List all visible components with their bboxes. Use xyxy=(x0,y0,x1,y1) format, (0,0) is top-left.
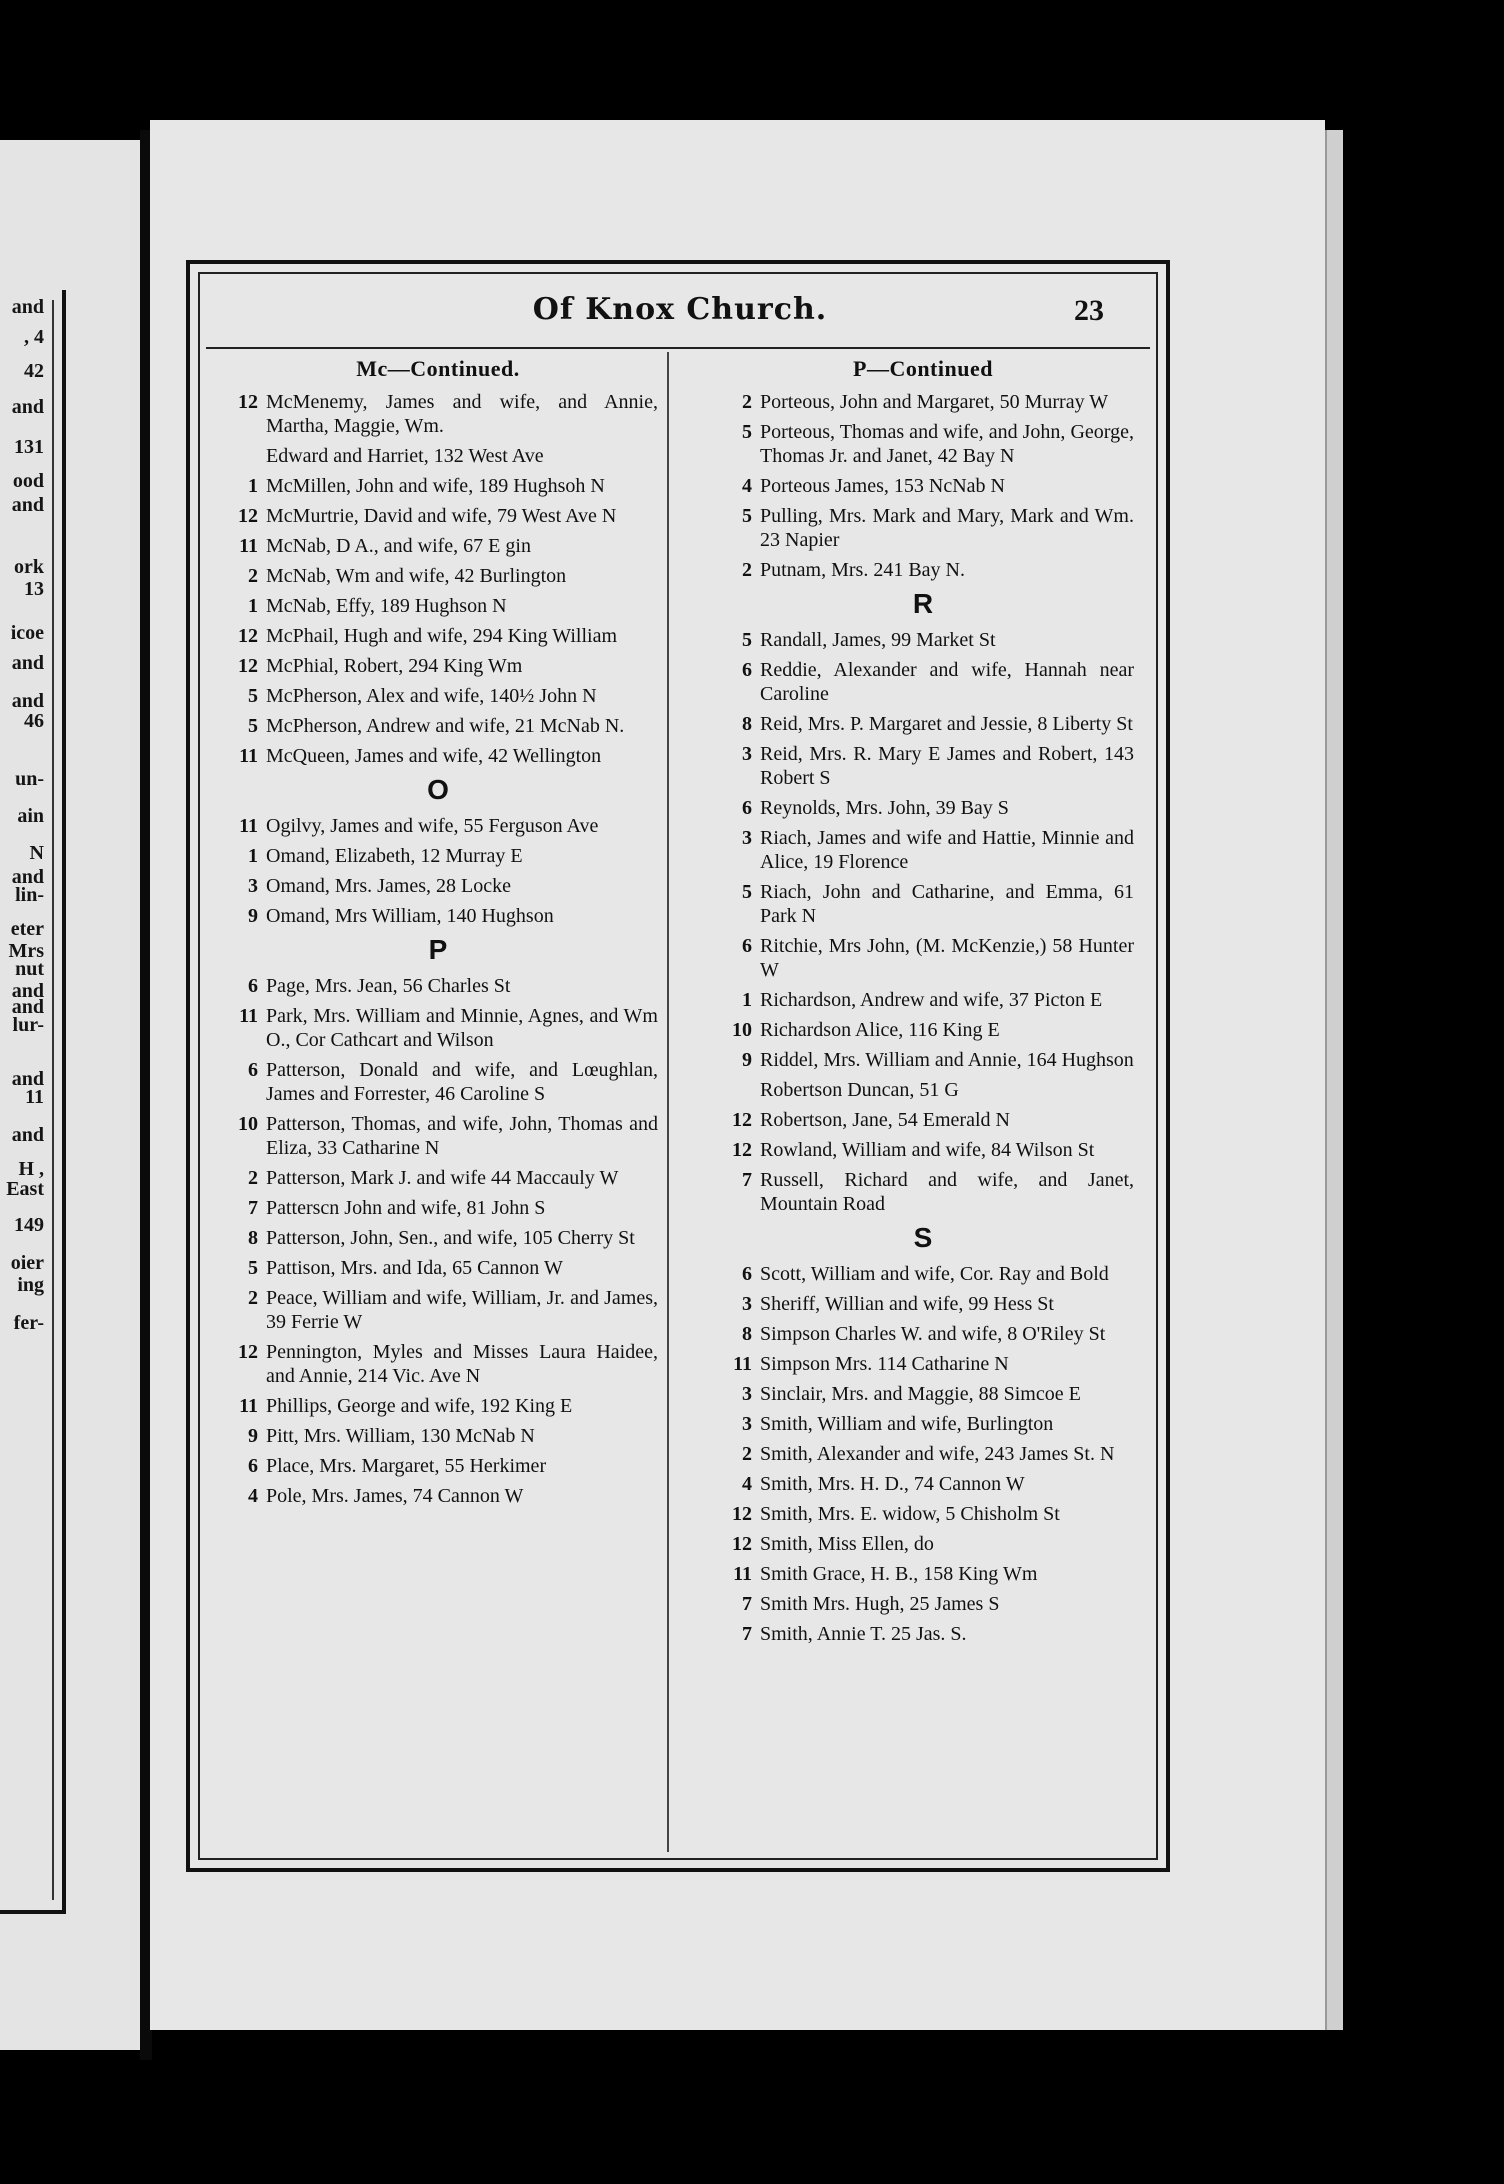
district-number: 9 xyxy=(248,1425,258,1447)
district-number: 11 xyxy=(733,1353,752,1375)
directory-entry xyxy=(712,474,1134,498)
district-number: 3 xyxy=(742,1293,752,1315)
district-number: 4 xyxy=(248,1485,258,1507)
left-page-text-fragment: ing xyxy=(17,1274,44,1296)
entry-text: Phillips, George and wife, 192 King E xyxy=(266,1395,573,1417)
directory-entry xyxy=(712,1018,1134,1042)
directory-entry xyxy=(712,1078,1134,1102)
directory-entry xyxy=(218,904,658,928)
directory-entry xyxy=(712,420,1134,468)
left-page-text-fragment: and xyxy=(11,1068,44,1090)
directory-entry xyxy=(712,742,1134,790)
directory-entry xyxy=(712,1562,1134,1586)
left-page-text-fragment: 46 xyxy=(24,710,44,732)
page-number: 23 xyxy=(1074,294,1104,327)
left-page-text-fragment: and xyxy=(11,690,44,712)
district-number: 2 xyxy=(742,1443,752,1465)
directory-entry xyxy=(218,1424,658,1448)
directory-entry xyxy=(218,1166,658,1190)
district-number: 12 xyxy=(238,655,258,677)
left-page-text-fragment: and xyxy=(11,980,44,1002)
district-number: 7 xyxy=(248,1197,258,1219)
entry-text: Omand, Elizabeth, 12 Murray E xyxy=(266,845,523,867)
entry-text: Robertson Duncan, 51 G xyxy=(760,1079,959,1101)
entry-text: Russell, Richard and wife, and Janet, Mountain Road xyxy=(760,1169,1134,1215)
entry-text: Smith Mrs. Hugh, 25 James S xyxy=(760,1593,1000,1615)
district-number: 5 xyxy=(742,629,752,651)
district-number: 5 xyxy=(248,715,258,737)
entry-text: Reynolds, Mrs. John, 39 Bay S xyxy=(760,797,1009,819)
directory-entry xyxy=(218,1286,658,1334)
entry-text: Simpson Charles W. and wife, 8 O'Riley St xyxy=(760,1323,1106,1345)
left-page-text-fragment: eter xyxy=(10,918,44,940)
entry-text: Reid, Mrs. R. Mary E James and Robert, 143 Robert S xyxy=(760,743,1134,789)
directory-entry xyxy=(218,654,658,678)
left-page-text-fragment: icoe xyxy=(10,622,44,644)
district-number: 11 xyxy=(239,815,258,837)
left-page-text-fragment: East xyxy=(6,1178,44,1200)
district-number: 1 xyxy=(248,595,258,617)
district-number: 3 xyxy=(742,827,752,849)
directory-entry xyxy=(712,826,1134,874)
district-number: 8 xyxy=(248,1227,258,1249)
left-page-text-fragment: nut xyxy=(15,958,44,980)
district-number: 7 xyxy=(742,1169,752,1191)
section-s xyxy=(712,1262,1134,1646)
left-page-text-fragment: and xyxy=(11,494,44,516)
entry-text: Patterson, Mark J. and wife 44 Maccauly W xyxy=(266,1167,619,1189)
district-number: 12 xyxy=(732,1533,752,1555)
directory-entry xyxy=(218,390,658,438)
district-number: 1 xyxy=(248,845,258,867)
section-mc xyxy=(218,390,658,768)
directory-entry xyxy=(712,796,1134,820)
entry-text: Randall, James, 99 Market St xyxy=(760,629,996,651)
entry-text: Smith, William and wife, Burlington xyxy=(760,1413,1054,1435)
section-letter-r: R xyxy=(912,588,934,619)
left-page-text-fragment: and xyxy=(11,1124,44,1146)
left-column-title: Mc—Continued. xyxy=(356,356,520,381)
district-number: 2 xyxy=(248,1167,258,1189)
district-number: 12 xyxy=(732,1109,752,1131)
directory-entry xyxy=(218,974,658,998)
entry-text: Ritchie, Mrs John, (M. McKenzie,) 58 Hunter W xyxy=(760,935,1134,981)
left-page-text-fragment: ork xyxy=(14,556,44,578)
directory-entry xyxy=(218,844,658,868)
directory-entry xyxy=(712,712,1134,736)
district-number: 3 xyxy=(742,743,752,765)
directory-entry xyxy=(712,1412,1134,1436)
directory-entry xyxy=(218,684,658,708)
district-number: 6 xyxy=(248,1059,258,1081)
running-header xyxy=(200,292,1160,342)
district-number: 5 xyxy=(248,1257,258,1279)
entry-text: Riach, James and wife and Hattie, Minnie and Alice, 19 Florence xyxy=(760,827,1134,873)
district-number: 12 xyxy=(732,1503,752,1525)
directory-entry xyxy=(712,558,1134,582)
entry-text: Porteous, John and Margaret, 50 Murray W xyxy=(760,391,1109,413)
directory-entry xyxy=(218,744,658,768)
directory-entry xyxy=(712,1048,1134,1072)
district-number: 11 xyxy=(239,1395,258,1417)
district-number: 6 xyxy=(248,975,258,997)
district-number: 3 xyxy=(742,1383,752,1405)
left-page-text-fragment: N xyxy=(29,842,44,864)
directory-entry xyxy=(712,1622,1134,1646)
directory-entry xyxy=(712,390,1134,414)
left-page-text-fragment: and xyxy=(11,296,44,318)
directory-entry xyxy=(218,474,658,498)
entry-text: Sheriff, Willian and wife, 99 Hess St xyxy=(760,1293,1054,1315)
directory-entry xyxy=(712,880,1134,928)
directory-entry xyxy=(712,1292,1134,1316)
entry-text: Smith, Mrs. H. D., 74 Cannon W xyxy=(760,1473,1025,1495)
directory-entry xyxy=(712,1472,1134,1496)
district-number: 7 xyxy=(742,1593,752,1615)
entry-text: Smith, Mrs. E. widow, 5 Chisholm St xyxy=(760,1503,1060,1525)
directory-entry xyxy=(218,534,658,558)
left-page-text-fragment: fer- xyxy=(13,1312,44,1334)
directory-entry xyxy=(712,628,1134,652)
entry-text: Riddel, Mrs. William and Annie, 164 Hughson xyxy=(760,1049,1134,1071)
entry-text: McPherson, Andrew and wife, 21 McNab N. xyxy=(266,715,625,737)
section-letter-p: P xyxy=(428,934,448,965)
directory-entry xyxy=(218,1196,658,1220)
column-rule xyxy=(667,352,669,1852)
district-number: 11 xyxy=(239,1005,258,1027)
entry-text: Richardson Alice, 116 King E xyxy=(760,1019,1000,1041)
directory-entry xyxy=(712,1352,1134,1376)
district-number: 11 xyxy=(239,535,258,557)
directory-entry xyxy=(712,658,1134,706)
district-number: 3 xyxy=(742,1413,752,1435)
district-number: 2 xyxy=(248,565,258,587)
district-number: 2 xyxy=(742,559,752,581)
directory-entry xyxy=(218,624,658,648)
directory-entry xyxy=(712,1502,1134,1526)
left-page-text-fragment: , 4 xyxy=(24,326,44,348)
district-number: 1 xyxy=(742,989,752,1011)
entry-text: McPhail, Hugh and wife, 294 King William xyxy=(266,625,618,647)
district-number: 12 xyxy=(238,1341,258,1363)
left-page-text-fragment: and xyxy=(11,866,44,888)
district-number: 5 xyxy=(742,421,752,443)
left-page-text-fragment: and xyxy=(11,996,44,1018)
section-letter-o: O xyxy=(427,774,449,805)
district-number: 12 xyxy=(238,505,258,527)
district-number: 6 xyxy=(742,935,752,957)
entry-text: Putnam, Mrs. 241 Bay N. xyxy=(760,559,965,581)
section-p xyxy=(218,974,658,1508)
directory-entry xyxy=(712,1532,1134,1556)
entry-text: McPhial, Robert, 294 King Wm xyxy=(266,655,523,677)
district-number: 12 xyxy=(238,625,258,647)
entry-text: Ogilvy, James and wife, 55 Ferguson Ave xyxy=(266,815,599,837)
entry-text: Patterscn John and wife, 81 John S xyxy=(266,1197,546,1219)
left-page-text-fragment: H , xyxy=(18,1158,44,1180)
directory-entry xyxy=(218,874,658,898)
district-number: 9 xyxy=(742,1049,752,1071)
directory-entry xyxy=(218,1058,658,1106)
directory-entry xyxy=(218,1484,658,1508)
entry-text: McNab, D A., and wife, 67 E gin xyxy=(266,535,531,557)
page-edge xyxy=(1325,130,1343,2030)
entry-text: Pattison, Mrs. and Ida, 65 Cannon W xyxy=(266,1257,563,1279)
entry-text: McMenemy, James and wife, and Annie, Martha, Maggie, Wm. xyxy=(266,391,658,437)
district-number: 2 xyxy=(742,391,752,413)
left-page-text-fragment: Mrs xyxy=(8,940,44,962)
directory-entry xyxy=(218,814,658,838)
left-page-text-fragment: 131 xyxy=(14,436,44,458)
district-number: 5 xyxy=(742,881,752,903)
right-column-title: P—Continued xyxy=(853,356,993,381)
district-number: 3 xyxy=(248,875,258,897)
district-number: 6 xyxy=(742,659,752,681)
directory-entry xyxy=(712,1262,1134,1286)
left-page-text-fragment: lur- xyxy=(12,1014,44,1036)
directory-entry xyxy=(218,1226,658,1250)
entry-text: Smith Grace, H. B., 158 King Wm xyxy=(760,1563,1038,1585)
entry-text: Patterson, Donald and wife, and Lœughlan, James and Forrester, 46 Caroline S xyxy=(266,1059,658,1105)
district-number: 8 xyxy=(742,713,752,735)
entry-text: Pole, Mrs. James, 74 Cannon W xyxy=(266,1485,524,1507)
district-number: 4 xyxy=(742,475,752,497)
left-page-text-fragment: and xyxy=(11,396,44,418)
directory-entry xyxy=(218,444,658,468)
left-page-text-fragment: and xyxy=(11,652,44,674)
entry-text: Robertson, Jane, 54 Emerald N xyxy=(760,1109,1010,1131)
entry-text: Omand, Mrs. James, 28 Locke xyxy=(266,875,511,897)
left-page-text-fragment: 11 xyxy=(25,1086,44,1108)
directory-entry xyxy=(218,504,658,528)
district-number: 5 xyxy=(248,685,258,707)
district-number xyxy=(712,1078,760,1102)
directory-entry xyxy=(218,1256,658,1280)
district-number: 5 xyxy=(742,505,752,527)
district-number xyxy=(218,444,266,468)
left-page-text-fragment: 42 xyxy=(24,360,44,382)
entry-text: McNab, Wm and wife, 42 Burlington xyxy=(266,565,567,587)
district-number: 6 xyxy=(742,1263,752,1285)
directory-entry xyxy=(712,1382,1134,1406)
entry-text: Rowland, William and wife, 84 Wilson St xyxy=(760,1139,1095,1161)
entry-text: Reid, Mrs. P. Margaret and Jessie, 8 Liberty St xyxy=(760,713,1133,735)
running-title: Of Knox Church. xyxy=(532,292,828,327)
directory-entry xyxy=(218,1004,658,1052)
directory-entry xyxy=(218,1340,658,1388)
entry-text: Smith, Alexander and wife, 243 James St. N xyxy=(760,1443,1115,1465)
entry-text: Scott, William and wife, Cor. Ray and Bold xyxy=(760,1263,1109,1285)
directory-entry xyxy=(712,934,1134,982)
entry-text: Riach, John and Catharine, and Emma, 61 Park N xyxy=(760,881,1134,927)
entry-text: Place, Mrs. Margaret, 55 Herkimer xyxy=(266,1455,547,1477)
section-o xyxy=(218,814,658,928)
directory-entry xyxy=(712,1168,1134,1216)
section-r xyxy=(712,628,1134,1216)
entry-text: Smith, Miss Ellen, do xyxy=(760,1533,934,1555)
entry-text: McMillen, John and wife, 189 Hughsoh N xyxy=(266,475,605,497)
entry-text: Pennington, Myles and Misses Laura Haidee, and Annie, 214 Vic. Ave N xyxy=(266,1341,658,1387)
entry-text: Edward and Harriet, 132 West Ave xyxy=(266,445,544,467)
directory-entry xyxy=(218,714,658,738)
entry-text: Patterson, John, Sen., and wife, 105 Cherry St xyxy=(266,1227,635,1249)
entry-text: Peace, William and wife, William, Jr. and James, 39 Ferrie W xyxy=(266,1287,658,1333)
district-number: 9 xyxy=(248,905,258,927)
district-number: 12 xyxy=(238,391,258,413)
left-page-text-fragment: ain xyxy=(17,805,44,827)
section-p-continued xyxy=(712,390,1134,582)
entry-text: Sinclair, Mrs. and Maggie, 88 Simcoe E xyxy=(760,1383,1081,1405)
district-number: 2 xyxy=(248,1287,258,1309)
entry-text: Porteous James, 153 NcNab N xyxy=(760,475,1005,497)
district-number: 4 xyxy=(742,1473,752,1495)
entry-text: Page, Mrs. Jean, 56 Charles St xyxy=(266,975,511,997)
district-number: 11 xyxy=(733,1563,752,1585)
directory-entry xyxy=(218,564,658,588)
entry-text: Park, Mrs. William and Minnie, Agnes, and Wm O., Cor Cathcart and Wilson xyxy=(266,1005,658,1051)
directory-entry xyxy=(712,504,1134,552)
entry-text: Porteous, Thomas and wife, and John, George, Thomas Jr. and Janet, 42 Bay N xyxy=(760,421,1134,467)
header-rule xyxy=(206,347,1150,349)
entry-text: Reddie, Alexander and wife, Hannah near Caroline xyxy=(760,659,1134,705)
entry-text: Smith, Annie T. 25 Jas. S. xyxy=(760,1623,967,1645)
entry-text: McQueen, James and wife, 42 Wellington xyxy=(266,745,602,767)
entry-text: Pitt, Mrs. William, 130 McNab N xyxy=(266,1425,535,1447)
left-page-text-fragment: lin- xyxy=(15,884,44,906)
right-column xyxy=(712,356,1134,1652)
directory-entry xyxy=(712,988,1134,1012)
entry-text: McNab, Effy, 189 Hughson N xyxy=(266,595,507,617)
left-page-text-fragment: 149 xyxy=(14,1214,44,1236)
directory-entry xyxy=(712,1138,1134,1162)
entry-text: McPherson, Alex and wife, 140½ John N xyxy=(266,685,597,707)
left-page-text-fragment: 13 xyxy=(24,578,44,600)
left-page-text-fragment: oier xyxy=(10,1252,44,1274)
entry-text: Richardson, Andrew and wife, 37 Picton E xyxy=(760,989,1103,1011)
entry-text: Omand, Mrs William, 140 Hughson xyxy=(266,905,554,927)
district-number: 12 xyxy=(732,1139,752,1161)
left-page-text-fragment: un- xyxy=(15,768,44,790)
directory-entry xyxy=(218,1394,658,1418)
district-number: 10 xyxy=(732,1019,752,1041)
directory-entry xyxy=(218,594,658,618)
district-number: 6 xyxy=(742,797,752,819)
directory-entry xyxy=(712,1442,1134,1466)
entry-text: Pulling, Mrs. Mark and Mary, Mark and Wm. 23 Napier xyxy=(760,505,1134,551)
section-letter-s: S xyxy=(913,1222,933,1253)
directory-entry xyxy=(712,1592,1134,1616)
district-number: 7 xyxy=(742,1623,752,1645)
district-number: 1 xyxy=(248,475,258,497)
directory-entry xyxy=(712,1108,1134,1132)
entry-text: Simpson Mrs. 114 Catharine N xyxy=(760,1353,1009,1375)
district-number: 11 xyxy=(239,745,258,767)
directory-entry xyxy=(218,1112,658,1160)
entry-text: Patterson, Thomas, and wife, John, Thomas and Eliza, 33 Catharine N xyxy=(266,1113,658,1159)
district-number: 8 xyxy=(742,1323,752,1345)
district-number: 6 xyxy=(248,1455,258,1477)
left-page-text-fragment: ood xyxy=(12,470,44,492)
directory-entry xyxy=(218,1454,658,1478)
directory-entry xyxy=(712,1322,1134,1346)
entry-text: McMurtrie, David and wife, 79 West Ave N xyxy=(266,505,617,527)
left-column xyxy=(218,356,658,1514)
district-number: 10 xyxy=(238,1113,258,1135)
